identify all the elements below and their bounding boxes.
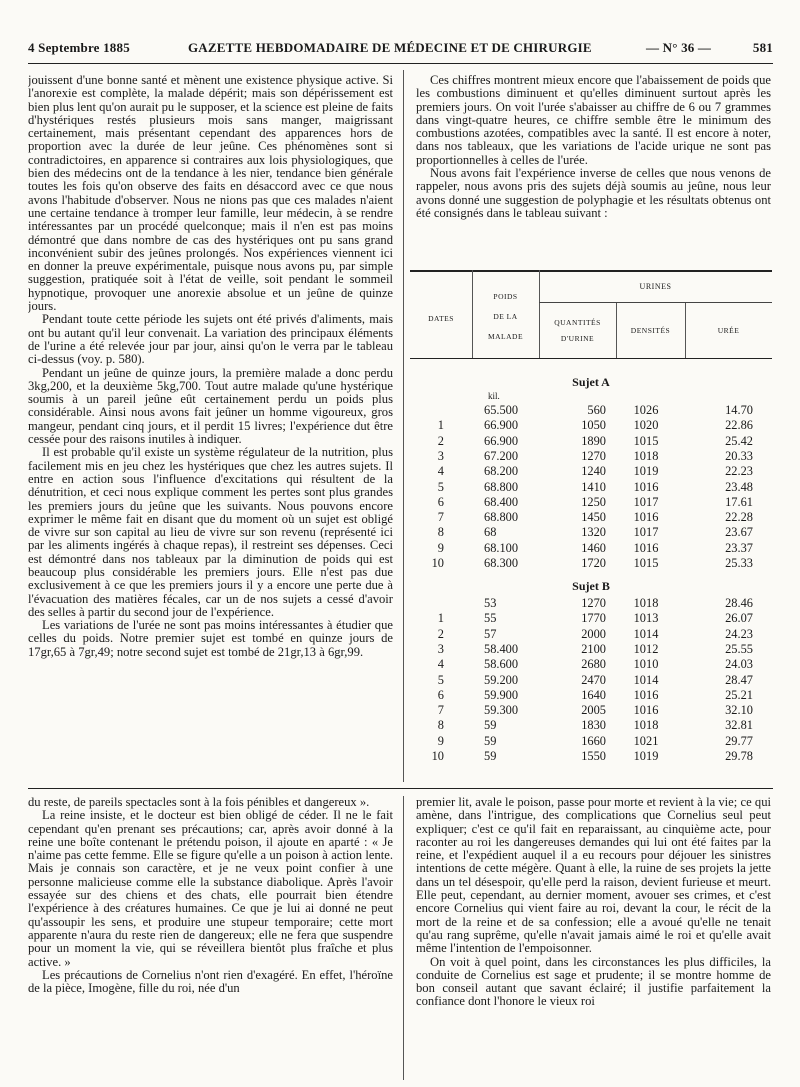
cell-day: 3 bbox=[437, 448, 444, 463]
paragraph: Nous avons fait l'expérience inverse de celles que nous venons de rappeler, nous avons pris des sujets déjà soumis au jeûne, nous leur avons donné une suggestion de polyphagie et les résultats obtenus ont été consignés dans le tableau suivant : bbox=[416, 166, 771, 220]
cell-density: 1015 bbox=[633, 433, 659, 448]
cell-urine-quantity: 1830 bbox=[581, 718, 606, 733]
column-divider-top bbox=[403, 70, 404, 782]
cell-day: 1 bbox=[437, 611, 444, 626]
header-densites: DENSITÉS bbox=[630, 326, 671, 335]
left-column-bottom bbox=[28, 796, 393, 1076]
cell-day: 6 bbox=[437, 687, 444, 702]
table-row bbox=[410, 525, 772, 539]
cell-day: 4 bbox=[437, 657, 444, 672]
cell-urea: 24.23 bbox=[725, 626, 753, 641]
cell-urine-quantity: 1770 bbox=[581, 611, 606, 626]
running-header bbox=[28, 40, 773, 62]
cell-weight: 59.900 bbox=[484, 687, 519, 702]
section-rule bbox=[28, 788, 773, 789]
cell-urea: 22.23 bbox=[725, 464, 753, 479]
table-row bbox=[410, 627, 772, 641]
cell-density: 1016 bbox=[633, 540, 659, 555]
cell-urea: 29.78 bbox=[725, 749, 753, 763]
cell-density: 1026 bbox=[633, 403, 659, 417]
page-number: 581 bbox=[752, 40, 773, 55]
right-column-top bbox=[416, 74, 771, 260]
table-row bbox=[410, 642, 772, 656]
cell-density: 1019 bbox=[633, 464, 659, 479]
cell-density: 1014 bbox=[633, 626, 659, 641]
header-urines: URINES bbox=[639, 282, 672, 291]
cell-density: 1016 bbox=[633, 510, 659, 525]
table-row bbox=[410, 480, 772, 494]
cell-weight: 59 bbox=[484, 718, 497, 733]
cell-day: 3 bbox=[437, 641, 444, 656]
header-poids: DE LA bbox=[493, 312, 518, 321]
table-urines-rule bbox=[539, 302, 772, 303]
cell-density: 1016 bbox=[633, 687, 659, 702]
cell-density: 1014 bbox=[633, 672, 659, 687]
cell-weight: 68.800 bbox=[484, 510, 519, 525]
cell-urine-quantity: 1460 bbox=[581, 540, 606, 555]
cell-urine-quantity: 2005 bbox=[581, 703, 606, 718]
header-poids: POIDS bbox=[493, 292, 518, 301]
cell-weight: 58.400 bbox=[484, 641, 519, 656]
cell-urea: 17.61 bbox=[725, 494, 753, 509]
paragraph: jouissent d'une bonne santé et mènent une existence physique active. Si l'anorexie est complète, la malade dépérit; mais son dépérissement est bien plus lent qu'on aurait pu le supposer, et la science est pleine de faits d'hystériques restés plusieurs mois sans manger, maigrissant certainement, mais présentant cependant des apparences hors de proportion avec la durée de leur jeûne. Ces phénomènes sont si contradictoires, en apparence si contraires aux lois physiologiques, que bien des médecins ont de la tendance à les nier, tendance bien générale toutes les fois qu'on observe des faits en désaccord avec ce que nous avons l'habitude d'observer. Nous ne nions pas que ces malades n'aient une certaine tendance à tromper leur famille, leur médecin, à se rendre intéressantes par un procédé quelconque; mais il n'en est pas moins démontré que dans nombre de cas des hystériques ont pu sans grand inconvénient subir des jeûnes prolongés. Nos expériences viennent ici en donner la preuve expérimentale, puisque nous avons pu, par simple suggestion, pratiquée soit à l'état de veille, soit pendant le sommeil hypnotique, provoquer une anorexie absolue et un jeûne de quinze jours. bbox=[28, 74, 393, 314]
cell-day: 5 bbox=[437, 672, 444, 687]
header-quantites: D'URINE bbox=[560, 334, 595, 343]
cell-urea: 25.33 bbox=[725, 556, 753, 570]
cell-weight: 66.900 bbox=[484, 418, 519, 433]
cell-urea: 25.42 bbox=[725, 433, 753, 448]
cell-urea: 25.55 bbox=[725, 641, 753, 656]
table-row bbox=[410, 718, 772, 732]
column-divider-bottom bbox=[403, 796, 404, 1080]
cell-density: 1019 bbox=[633, 749, 659, 763]
cell-urea: 28.46 bbox=[725, 596, 753, 610]
header-uree: URÉE bbox=[717, 326, 740, 335]
cell-day: 6 bbox=[437, 494, 444, 509]
cell-urea: 23.48 bbox=[725, 479, 753, 494]
cell-urine-quantity: 1720 bbox=[581, 556, 606, 570]
cell-weight: 67.200 bbox=[484, 448, 519, 463]
paragraph: Les précautions de Cornelius n'ont rien d'exagéré. En effet, l'héroïne de la pièce, Imogène, fille du roi, née d'un bbox=[28, 967, 393, 996]
cell-weight: 58.600 bbox=[484, 657, 519, 672]
issue-number: — N° 36 — bbox=[646, 40, 712, 55]
cell-density: 1020 bbox=[633, 418, 659, 433]
cell-urea: 26.07 bbox=[725, 611, 753, 626]
table-row bbox=[410, 703, 772, 717]
cell-weight: 59 bbox=[484, 749, 497, 763]
cell-weight: 68.800 bbox=[484, 479, 519, 494]
table-row bbox=[410, 449, 772, 463]
cell-urine-quantity: 1550 bbox=[581, 749, 606, 763]
table-header-rule bbox=[410, 358, 772, 359]
cell-urea: 23.37 bbox=[725, 540, 753, 555]
cell-day: 1 bbox=[437, 418, 444, 433]
cell-urine-quantity: 2100 bbox=[581, 641, 606, 656]
header-date: 4 Septembre 1885 bbox=[28, 40, 130, 55]
table-row bbox=[410, 495, 772, 509]
paragraph: Il est probable qu'il existe un système régulateur de la nutrition, plus facilement mis en jeu chez les hystériques que chez les autres sujets. Il entre en action sous l'influence d'excitations qui résultent de la dénutrition, et ceci nous explique comment les pertes sont plus grandes les premiers jours du jeûne que les suivants. Nous pouvons encore exprimer le même fait en disant que du moment où un sujet est obligé de vivre sur son capital au lieu de vivre sur son revenu (représenté ici par les aliments ingérés à chaque repas), il restreint ses dépenses. Ceci est démontré dans nos tableaux par la diminution de poids qui est beaucoup plus considérable les premiers jours. Elle n'est pas due exclusivement à ce que les premiers jours il y a encore une perte due à l'évacuation des matières fécales, car un de nos sujets a cessé d'avoir des selles à partir du second jour de l'expérience. bbox=[28, 445, 393, 619]
cell-urea: 25.21 bbox=[725, 687, 753, 702]
cell-urine-quantity: 1640 bbox=[581, 687, 606, 702]
unit-kil: kil. bbox=[488, 391, 500, 401]
paragraph: Pendant un jeûne de quinze jours, la première malade a donc perdu 3kg,200, et la deuxième 5kg,700. Tout autre malade qu'une hystérique soumis à un pareil jeûne eût certainement perdu un poids plus considérable. Ainsi nous avons fait jeûner un homme vigoureux, gros mangeur, pendant cinq jours, et il perdit 15 livres; l'expérience dut être cessée pour des raisons inutiles à indiquer. bbox=[28, 365, 393, 447]
cell-weight: 55 bbox=[484, 611, 497, 626]
cell-weight: 68.400 bbox=[484, 494, 519, 509]
table-row bbox=[410, 541, 772, 555]
cell-day: 9 bbox=[437, 540, 444, 555]
paragraph: Les variations de l'urée ne sont pas moins intéressantes à étudier que celles du poids. Notre premier sujet est tombé en quinze jours de 17gr,65 à 7gr,49; notre second sujet est tombé de 21gr,13 à 6gr,99. bbox=[28, 618, 393, 659]
cell-weight: 57 bbox=[484, 626, 497, 641]
cell-density: 1013 bbox=[633, 611, 659, 626]
cell-weight: 68.200 bbox=[484, 464, 519, 479]
cell-day: 10 bbox=[431, 556, 444, 570]
cell-density: 1018 bbox=[633, 448, 659, 463]
cell-density: 1016 bbox=[633, 479, 659, 494]
cell-density: 1016 bbox=[633, 703, 659, 718]
cell-day: 2 bbox=[437, 433, 444, 448]
cell-urea: 22.86 bbox=[725, 418, 753, 433]
cell-urea: 24.03 bbox=[725, 657, 753, 672]
cell-day: 8 bbox=[437, 525, 444, 540]
cell-density: 1018 bbox=[633, 718, 659, 733]
cell-weight: 68.100 bbox=[484, 540, 519, 555]
urine-table bbox=[410, 270, 772, 763]
cell-day: 8 bbox=[437, 718, 444, 733]
cell-density: 1017 bbox=[633, 525, 659, 540]
cell-weight: 59 bbox=[484, 733, 497, 748]
cell-density: 1015 bbox=[633, 556, 659, 570]
cell-density: 1018 bbox=[633, 596, 659, 610]
table-row bbox=[410, 418, 772, 432]
header-rule bbox=[28, 63, 773, 64]
paragraph: Ces chiffres montrent mieux encore que l'abaissement de poids que les combustions diminuent et qu'elles diminuent surtout après les premiers jours. On voit l'urée s'abaisser au chiffre de 6 ou 7 grammes dans vingt-quatre heures, ce chiffre semble être le minimum des combustions azotées, compatibles avec la santé. Il est encore à noter, dans nos tableaux, que les variations de l'acide urique ne sont pas proportionnelles à celles de l'urée. bbox=[416, 74, 771, 167]
cell-day: 7 bbox=[437, 510, 444, 525]
paragraph: On voit à quel point, dans les circonstances les plus difficiles, la conduite de Cornelius est sage et prudente; il se montre homme de bon conseil autant que savant éclairé; il justifie parfaitement la confiance dont l'honore le vieux roi bbox=[416, 954, 771, 1009]
cell-urea: 32.10 bbox=[725, 703, 753, 718]
cell-day: 2 bbox=[437, 626, 444, 641]
cell-density: 1010 bbox=[633, 657, 659, 672]
header-dates: DATES bbox=[428, 314, 454, 323]
cell-urine-quantity: 560 bbox=[587, 403, 606, 417]
subject-a-label: Sujet A bbox=[572, 375, 610, 389]
cell-urine-quantity: 1890 bbox=[581, 433, 606, 448]
subject-b-label: Sujet B bbox=[572, 579, 610, 593]
table-row bbox=[410, 688, 772, 702]
cell-urine-quantity: 1050 bbox=[581, 418, 606, 433]
cell-urine-quantity: 1410 bbox=[581, 479, 606, 494]
table-row bbox=[410, 510, 772, 524]
cell-urine-quantity: 1270 bbox=[581, 596, 606, 610]
cell-day: 4 bbox=[437, 464, 444, 479]
cell-weight: 65.500 bbox=[484, 403, 519, 417]
cell-weight: 68.300 bbox=[484, 556, 519, 570]
cell-urea: 28.47 bbox=[725, 672, 753, 687]
cell-day: 9 bbox=[437, 733, 444, 748]
cell-weight: 68 bbox=[484, 525, 497, 540]
cell-urea: 22.28 bbox=[725, 510, 753, 525]
cell-weight: 59.300 bbox=[484, 703, 519, 718]
table-top-rule bbox=[410, 270, 772, 272]
paragraph: du reste, de pareils spectacles sont à la fois pénibles et dangereux ». bbox=[28, 796, 370, 809]
paragraph: Pendant toute cette période les sujets ont été privés d'aliments, mais ont bu autant qu'il leur convenait. La variation des principaux éléments de l'urine a été relevée jour par jour, ainsi qu'on le verra par le tableau ci-dessus (voy. p. 580). bbox=[28, 312, 393, 367]
cell-urea: 29.77 bbox=[725, 733, 753, 748]
cell-urea: 20.33 bbox=[725, 448, 753, 463]
cell-urea: 32.81 bbox=[725, 718, 753, 733]
cell-urine-quantity: 1450 bbox=[581, 510, 606, 525]
cell-urea: 14.70 bbox=[725, 403, 753, 417]
cell-day: 10 bbox=[431, 749, 444, 763]
left-column-top bbox=[28, 74, 393, 782]
cell-density: 1021 bbox=[633, 733, 659, 748]
cell-day: 7 bbox=[437, 703, 444, 718]
cell-weight: 59.200 bbox=[484, 672, 519, 687]
cell-urine-quantity: 2000 bbox=[581, 626, 606, 641]
cell-urine-quantity: 1320 bbox=[581, 525, 606, 540]
table-row bbox=[410, 749, 772, 763]
cell-density: 1012 bbox=[633, 641, 659, 656]
cell-urine-quantity: 2680 bbox=[581, 657, 606, 672]
table-row bbox=[410, 673, 772, 687]
header-quantites: QUANTITÉS bbox=[554, 318, 601, 327]
cell-urine-quantity: 1660 bbox=[581, 733, 606, 748]
table-row bbox=[410, 596, 772, 610]
cell-weight: 53 bbox=[484, 596, 497, 610]
table-row bbox=[410, 611, 772, 625]
cell-weight: 66.900 bbox=[484, 433, 519, 448]
header-poids: MALADE bbox=[487, 332, 524, 341]
table-row bbox=[410, 403, 772, 417]
table-row bbox=[410, 657, 772, 671]
cell-urine-quantity: 1270 bbox=[581, 448, 606, 463]
journal-title: GAZETTE HEBDOMADAIRE DE MÉDECINE ET DE CHIRURGIE bbox=[188, 40, 592, 55]
table-row bbox=[410, 464, 772, 478]
table-row bbox=[410, 434, 772, 448]
right-column-bottom bbox=[416, 796, 771, 1076]
table-row bbox=[410, 556, 772, 570]
paragraph: La reine insiste, et le docteur est bien obligé de céder. Il ne le fait cependant qu'en prenant ses précautions; car, après avoir donné à la reine une boîte contenant le prétendu poison, il ajoute en aparté : « Je n'aime pas cette femme. Elle se figure qu'elle a un poison à action lente. Mais je connais son caractère, et je ne veux point confier à une personne malicieuse comme elle la substance diabolique. Après l'avoir essayée sur des chiens et des chats, elle pourrait bien étendre l'expérience à des créatures humaines. Ce que je lui ai donné ne peut qu'assoupir les sens, et produire une stupeur temporaire; cette mort apparente n'aura du reste rien de dangereux; elle ne fera que suspendre pour un moment la vie, qui se réveillera bientôt plus fraîche et plus active. » bbox=[28, 808, 393, 969]
cell-urine-quantity: 1250 bbox=[581, 494, 606, 509]
cell-urea: 23.67 bbox=[725, 525, 753, 540]
cell-urine-quantity: 1240 bbox=[581, 464, 606, 479]
cell-urine-quantity: 2470 bbox=[581, 672, 606, 687]
table-row bbox=[410, 734, 772, 748]
cell-day: 5 bbox=[437, 479, 444, 494]
cell-density: 1017 bbox=[633, 494, 659, 509]
paragraph: premier lit, avale le poison, passe pour morte et revient à la vie; ce qui amène, dans l'intrigue, des complications que Cornelius seul peut expliquer; c'est ce qu'il fait en reparaissant, au cinquième acte, pour raconter au roi les dangereuses demandes qui lui ont été faites par la reine, et l'expédient auquel il a eu recours pour déjouer les sinistres intentions de cette mégère. Quant à elle, la ruine de ses projets la jette dans un tel désespoir, qu'elle perd la raison, devient furieuse et meurt. Elle peut, cependant, au dernier moment, avouer ses crimes, et c'est encore Cornelius qui vient faire au roi, devant la cour, le récit de la mort de la reine et de sa confession; elle a avoué qu'elle ne tenait qu'au rang suprême, qu'elle n'avait jamais aimé le roi et qu'elle avait même l'intention de l'empoisonner. bbox=[416, 796, 771, 956]
